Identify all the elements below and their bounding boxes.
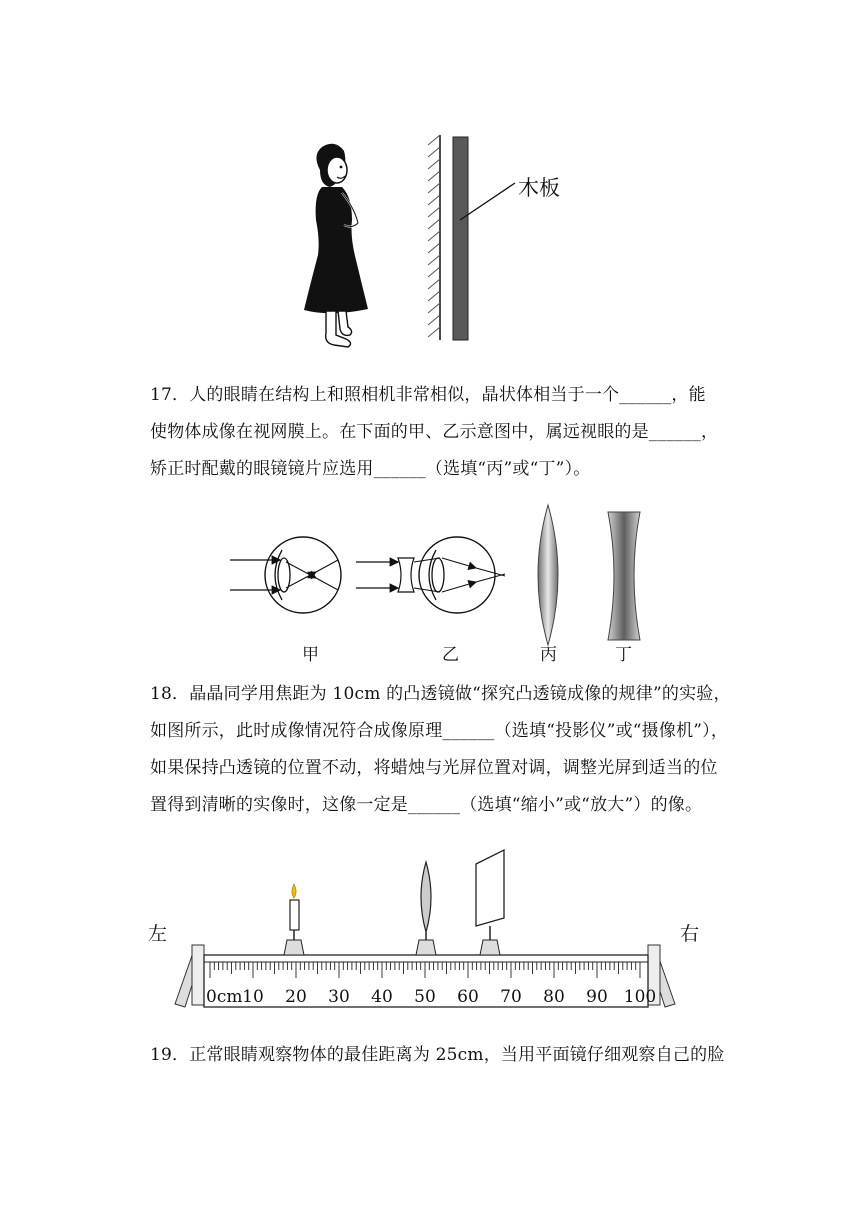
- eye-diagram-jia: [230, 537, 341, 613]
- ruler-tick-label: 100: [623, 987, 657, 1007]
- question-17-line: 矫正时配戴的眼镜镜片应选用______（选填“丙”或“丁”）。: [150, 459, 591, 479]
- ruler-tick-label: 50: [414, 987, 436, 1007]
- wooden-board: [453, 137, 468, 340]
- optical-bench-figure: [140, 842, 710, 1017]
- candle: [284, 884, 304, 955]
- ruler-tick-label: 20: [285, 987, 307, 1007]
- question-17-line: 17．人的眼睛在结构上和照相机非常相似，晶状体相当于一个______，能: [150, 385, 706, 405]
- eye-lens-figure: [220, 500, 650, 670]
- right-label: 右: [680, 923, 700, 945]
- label-ding: 丁: [615, 645, 632, 665]
- question-17-line: 使物体成像在视网膜上。在下面的甲、乙示意图中，属远视眼的是______，: [150, 422, 719, 442]
- ruler-unit-label: 0cm: [206, 987, 243, 1007]
- concave-lens-ding: [608, 512, 640, 640]
- label-jia: 甲: [302, 645, 319, 665]
- label-yi: 乙: [442, 645, 459, 665]
- question-18-line: 18．晶晶同学用焦距为 10cm 的凸透镜做“探究凸透镜成像的规律”的实验，: [150, 684, 731, 704]
- mirror-figure: [290, 125, 600, 360]
- question-18-line: 置得到清晰的实像时，这像一定是______（选填“缩小”或“放大”）的像。: [150, 795, 703, 815]
- light-screen: [476, 850, 504, 955]
- question-18: [150, 676, 730, 824]
- question-19-line: 19．正常眼睛观察物体的最佳距离为 25cm，当用平面镜仔细观察自己的脸: [150, 1045, 725, 1065]
- plane-mirror: [428, 135, 440, 340]
- ruler-tick-label: 90: [586, 987, 608, 1007]
- eye-diagram-yi: [356, 537, 505, 613]
- question-17: [150, 377, 730, 488]
- convex-lens-bing: [538, 505, 558, 645]
- ruler-tick-label: 30: [328, 987, 350, 1007]
- ruler-tick-label: 70: [500, 987, 522, 1007]
- question-19: [150, 1037, 730, 1074]
- question-18-line: 如果保持凸透镜的位置不动，将蜡烛与光屏位置对调，调整光屏到适当的位: [150, 758, 718, 778]
- label-bing: 丙: [540, 645, 557, 665]
- ruler-tick-label: 10: [242, 987, 264, 1007]
- question-18-line: 如图所示，此时成像情况符合成像原理______（选填“投影仪”或“摄像机”），: [150, 721, 729, 741]
- ruler-tick-label: 40: [371, 987, 393, 1007]
- ruler-tick-label: 60: [457, 987, 479, 1007]
- girl-illustration: [304, 144, 368, 347]
- ruler-tick-label: 80: [543, 987, 565, 1007]
- convex-lens-on-bench: [416, 862, 436, 955]
- left-label: 左: [148, 923, 168, 945]
- board-label: 木板: [518, 176, 560, 200]
